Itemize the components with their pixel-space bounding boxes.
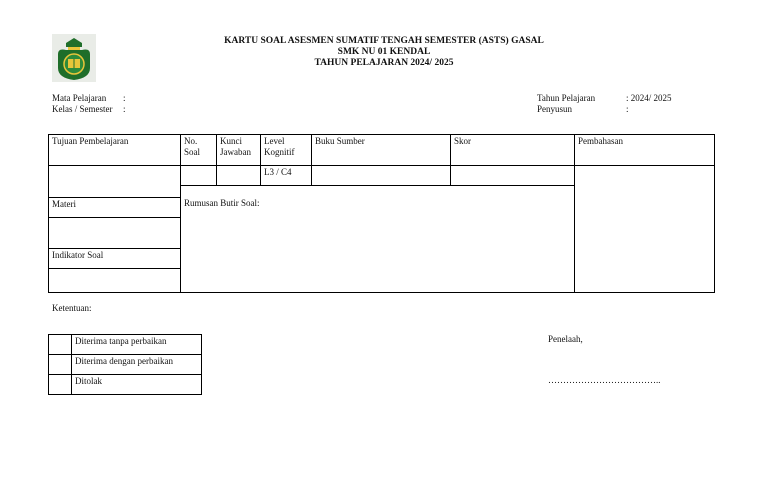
kelas-colon: : — [123, 104, 126, 114]
pembahasan-value-cell[interactable] — [574, 165, 715, 293]
indikator-label-cell: Indikator Soal — [48, 248, 181, 269]
mapel-colon: : — [123, 93, 126, 103]
materi-label-cell: Materi — [48, 197, 181, 218]
header-pembahasan: Pembahasan — [574, 134, 715, 166]
header-level-kognitif: Level Kognitif — [260, 134, 312, 166]
buku-value-cell[interactable] — [311, 165, 451, 186]
tahun-label: Tahun Pelajaran — [537, 93, 596, 103]
kelas-label: Kelas / Semester — [52, 104, 113, 114]
header-kunci-jawaban: Kunci Jawaban — [216, 134, 261, 166]
rumusan-butir-soal-cell[interactable]: Rumusan Butir Soal: — [180, 185, 575, 293]
title-line-3: TAHUN PELAJARAN 2024/ 2025 — [314, 58, 454, 68]
penelaah-signature-line: ……………………………….. — [548, 375, 661, 385]
indikator-value-cell[interactable] — [48, 268, 181, 293]
penelaah-label: Penelaah, — [548, 334, 583, 344]
header-no-soal: No. Soal — [180, 134, 217, 166]
title-line-1: KARTU SOAL ASESMEN SUMATIF TENGAH SEMESTER (ASTS) GASAL — [224, 36, 544, 46]
checkbox-ditolak[interactable] — [48, 374, 72, 395]
tujuan-value-cell[interactable] — [48, 165, 181, 198]
title-line-2: SMK NU 01 KENDAL — [337, 47, 431, 57]
mapel-label: Mata Pelajaran — [52, 93, 107, 103]
ketentuan-label: Ketentuan: — [52, 303, 92, 313]
option-diterima-tanpa: Diterima tanpa perbaikan — [71, 334, 202, 355]
penyusun-label: Penyusun — [537, 104, 573, 114]
no-soal-value-cell[interactable] — [180, 165, 217, 186]
penyusun-colon: : — [626, 104, 629, 114]
option-ditolak: Ditolak — [71, 374, 202, 395]
level-value-cell: L3 / C4 — [260, 165, 312, 186]
tahun-value: : 2024/ 2025 — [626, 93, 672, 103]
materi-value-cell[interactable] — [48, 217, 181, 249]
header-buku-sumber: Buku Sumber — [311, 134, 451, 166]
checkbox-diterima-tanpa[interactable] — [48, 334, 72, 355]
header-tujuan: Tujuan Pembelajaran — [48, 134, 181, 166]
option-diterima-dengan: Diterima dengan perbaikan — [71, 354, 202, 375]
header-skor: Skor — [450, 134, 575, 166]
skor-value-cell[interactable] — [450, 165, 575, 186]
kunci-value-cell[interactable] — [216, 165, 261, 186]
checkbox-diterima-dengan[interactable] — [48, 354, 72, 375]
